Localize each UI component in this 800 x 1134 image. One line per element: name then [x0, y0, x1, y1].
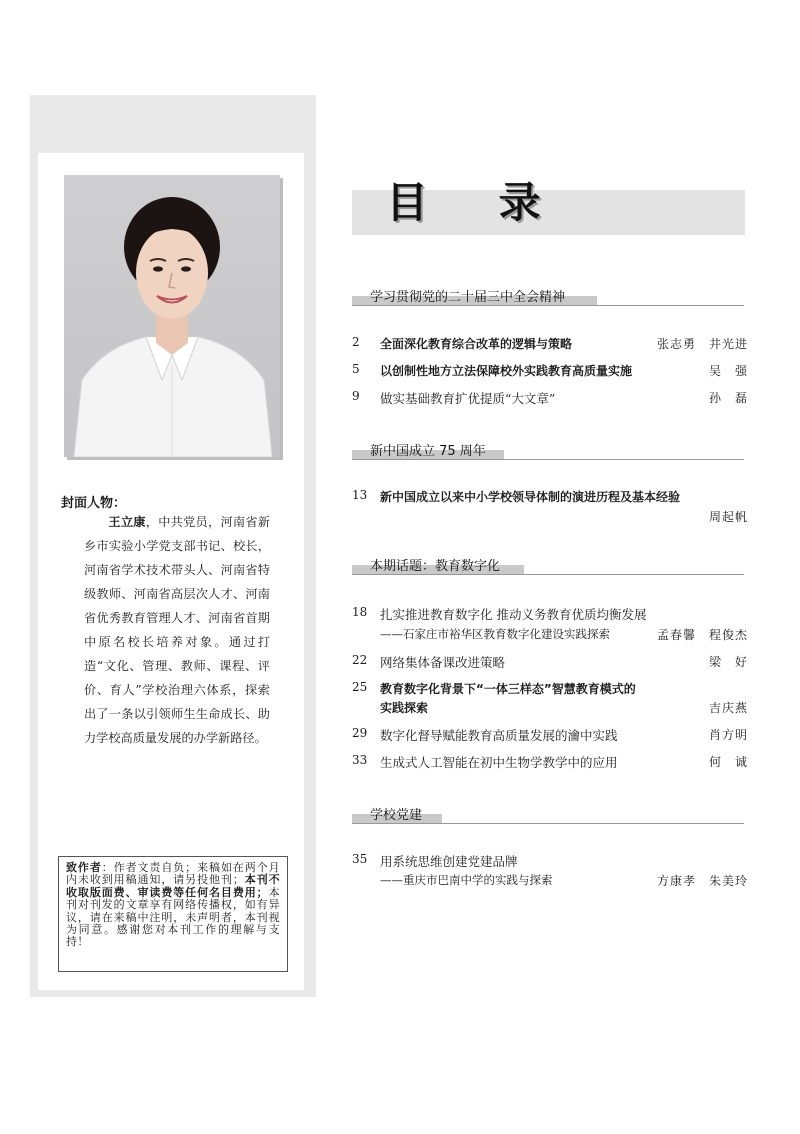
- entry-authors: 周起帆: [708, 510, 748, 524]
- entry-authors: 吴 强: [708, 364, 748, 378]
- section-title: 新中国成立 75 周年: [370, 444, 486, 459]
- entry-authors: 方康孝 朱美玲: [656, 874, 748, 888]
- toc-title: 目 录: [386, 178, 569, 227]
- entry-title: 教育数字化背景下“一体三样态”智慧教育模式的: [380, 682, 636, 696]
- section-header: [352, 292, 744, 306]
- entry-page: 2: [352, 335, 360, 349]
- entry-authors: 孙 磊: [708, 391, 748, 405]
- entry-title: 生成式人工智能在初中生物学教学中的应用: [380, 755, 618, 770]
- author-notice-box: [58, 856, 288, 972]
- section-title: 学习贯彻党的二十届三中全会精神: [370, 290, 566, 305]
- entry-page: 29: [352, 726, 368, 740]
- entry-authors: 孟春馨 程俊杰: [656, 628, 748, 642]
- entry-page: 5: [352, 362, 360, 376]
- portrait-illustration: [64, 175, 280, 457]
- section-title: 学校党建: [370, 808, 423, 823]
- entry-page: 13: [352, 488, 368, 502]
- entry-title: 用系统思维创建党建品牌: [380, 854, 518, 869]
- cover-portrait-photo: [64, 175, 280, 457]
- cover-person-bio: [84, 510, 270, 750]
- entry-authors: 吉庆燕: [708, 701, 748, 715]
- entry-page: 25: [352, 680, 368, 694]
- cover-person-name: 王立康: [108, 515, 146, 529]
- entry-title: 数字化督导赋能教育高质量发展的瀹中实践: [380, 728, 618, 743]
- entry-page: 18: [352, 605, 368, 619]
- section-header: [352, 446, 744, 460]
- entry-page: 9: [352, 389, 360, 403]
- entry-subtitle: 实践探索: [380, 701, 429, 715]
- section-header-rule: [352, 459, 744, 460]
- entry-page: 22: [352, 653, 368, 667]
- entry-title: 以创制性地方立法保障校外实践教育高质量实施: [380, 364, 633, 378]
- notice-text-1: ：作者文责自负；来稿如在两个月内未收到用稿通知，请另投他刊；: [66, 861, 281, 887]
- section-title: 本期话题：教育数字化: [370, 559, 501, 574]
- notice-lead: 致作者: [66, 861, 102, 874]
- entry-authors: 肖方明: [708, 728, 748, 742]
- entry-title: 网络集体备课改进策略: [380, 655, 506, 670]
- section-header-rule: [352, 305, 744, 306]
- notice-bold-text: 本刊不收取版面费、审读费等任何名目费用；: [66, 873, 281, 899]
- entry-subtitle: ——重庆市巴南中学的实践与探索: [380, 873, 553, 887]
- entry-authors: 何 诚: [708, 755, 748, 769]
- section-header: [352, 561, 744, 575]
- section-header-rule: [352, 574, 744, 575]
- cover-person-bio-text: ，中共党员，河南省新乡市实验小学党支部书记、校长，河南省学术技术带头人、河南省特级教师、河南省高层次人才、河南省优秀教育管理人才、河南省首期中原名校长培养对象。通过打造“文化、管理、教师、课程、评价、育人”学校治理六体系，探索出了一条以引领师生生命成长、助力学校高质量发展的办学新路径。: [84, 515, 271, 745]
- entry-page: 33: [352, 753, 368, 767]
- notice-text-2: 本刊对刊发的文章享有网络传播权，如有异议，请在来稿中注明，未声明者，本刊视为同意。感谢您对本刊工作的理解与支持！: [66, 885, 280, 949]
- cover-person-label: 封面人物：: [61, 496, 127, 511]
- entry-subtitle: ——石家庄市裕华区教育数字化建设实践探索: [380, 627, 610, 641]
- entry-title: 全面深化教育综合改革的逻辑与策略: [380, 337, 573, 351]
- entry-title: 做实基础教育扩优提质“大文章”: [380, 391, 556, 406]
- entry-page: 35: [352, 852, 368, 866]
- entry-title: 扎实推进教育数字化 推动义务教育优质均衡发展: [380, 607, 647, 622]
- entry-authors: 张志勇 井光进: [656, 337, 748, 351]
- section-header: [352, 810, 744, 824]
- section-header-rule: [352, 823, 744, 824]
- entry-authors: 梁 好: [708, 655, 748, 669]
- entry-title: 新中国成立以来中小学校领导体制的演进历程及基本经验: [380, 490, 681, 504]
